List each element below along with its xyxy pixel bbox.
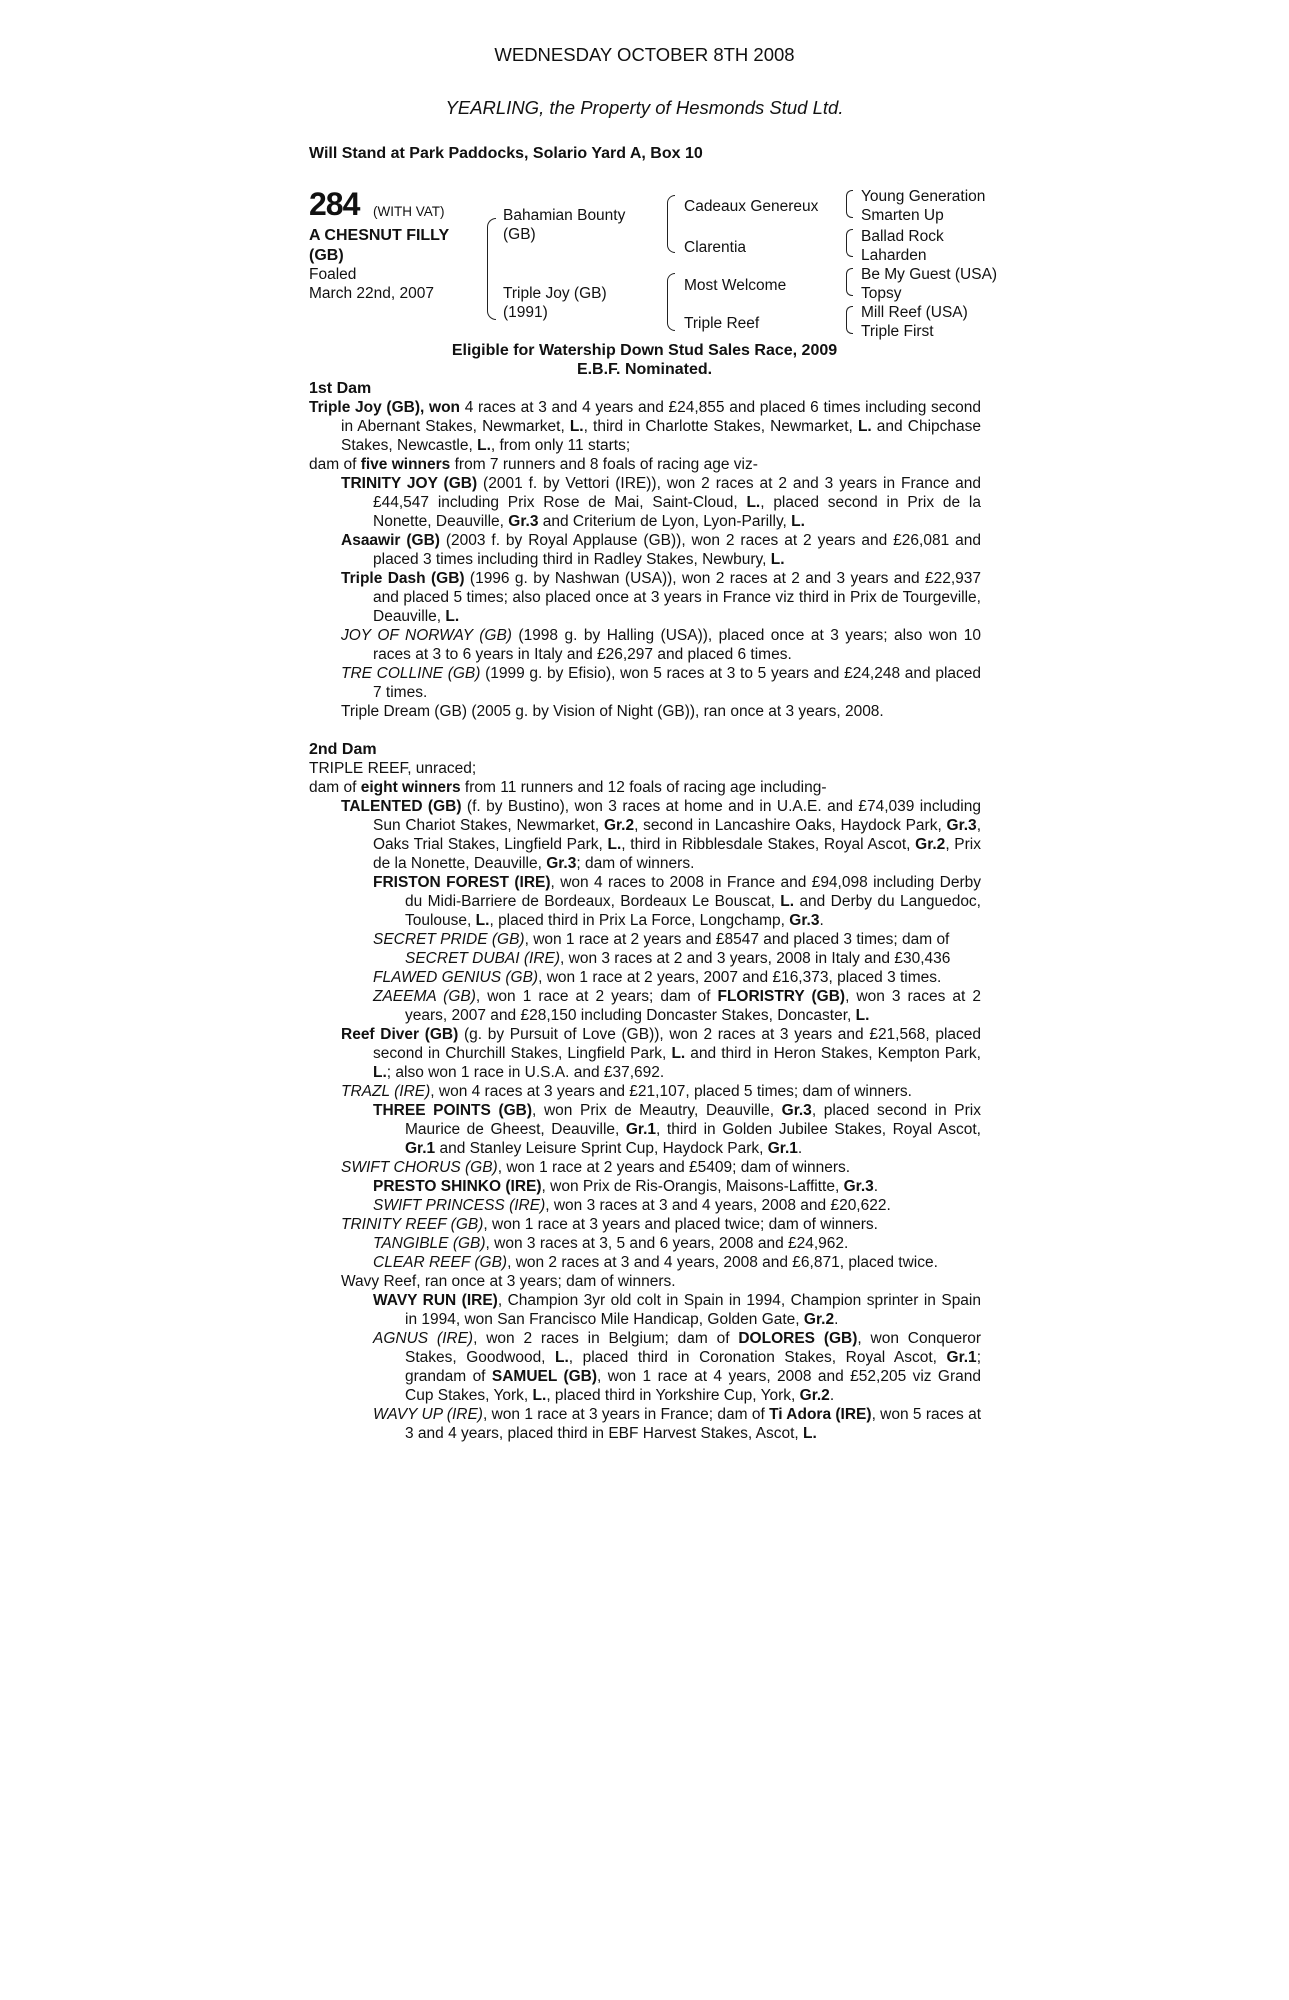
- text: , won 5 races at 3 and 4 years, placed third in EBF Harvest Stakes, Ascot,: [405, 1406, 981, 1442]
- first-dam-record: [309, 398, 981, 455]
- lot-desc-line2: (GB): [309, 247, 344, 264]
- sd-dam: Laharden: [861, 247, 927, 264]
- horse-name: SECRET DUBAI (IRE): [405, 950, 561, 967]
- group-mark: Gr.2: [803, 1311, 835, 1328]
- listed-mark: L.: [803, 1425, 817, 1442]
- listed-mark: L.: [445, 608, 460, 625]
- horse-name: Asaawir (GB): [341, 532, 440, 549]
- horse-name: WAVY RUN (IRE): [373, 1292, 498, 1309]
- brace-dd: [846, 306, 853, 334]
- produce-entry: Wavy Reef, ran once at 3 years; dam of winners.: [341, 1273, 676, 1290]
- dam-name: Triple Joy (GB): [503, 285, 607, 302]
- eligibility-notes: [0, 341, 1289, 379]
- group-mark: Gr.1: [405, 1140, 436, 1157]
- text: , placed third in Yorkshire Cup, York,: [546, 1387, 800, 1404]
- text: (g. by Pursuit of Love (GB)), won 2 races at 3 years and £21,568, placed second in Churchill Stakes, Lingfield Park,: [373, 1026, 981, 1062]
- produce-entry: [309, 1405, 981, 1443]
- text: , won 3 races at 2 years, 2007 and £28,150 including Doncaster Stakes, Doncaster,: [405, 988, 981, 1024]
- dam-dam: Triple Reef: [684, 315, 760, 332]
- listed-mark: L.: [607, 836, 622, 853]
- text: (2001 f. by Vettori (IRE)), won 2 races at 2 and 3 years in France and £44,547 including Prix Rose de Mai, Saint-Cloud,: [373, 475, 982, 511]
- text: (f. by Bustino), won 3 races at home and in U.A.E. and £74,039 including Sun Chariot Stakes, Newmarket,: [373, 798, 981, 834]
- lot-number: 284: [309, 186, 360, 222]
- brace-sire: [667, 195, 675, 253]
- group-mark: Gr.3: [789, 912, 820, 929]
- text: and Chipchase Stakes, Newcastle,: [341, 418, 981, 454]
- listed-mark: L.: [477, 437, 491, 454]
- produce-entry: [309, 1082, 981, 1101]
- text: , won 1 race at 2 years, 2007 and £16,373, placed 3 times.: [538, 969, 942, 986]
- lot-desc-line1: A CHESNUT FILLY: [309, 227, 450, 244]
- consignor-line: YEARLING, the Property of Hesmonds Stud Ltd.: [445, 97, 844, 118]
- sd-sire: Ballad Rock: [861, 228, 944, 245]
- text: , won 2 races in Belgium; dam of: [473, 1330, 739, 1347]
- listed-mark: L.: [857, 418, 872, 435]
- text: , won 1 race at 3 years and placed twice; dam of winners.: [483, 1216, 878, 1233]
- sire-origin: (GB): [503, 226, 536, 243]
- group-mark: Gr.3: [546, 855, 577, 872]
- group-mark: Gr.3: [843, 1178, 874, 1195]
- produce-entry: [309, 1291, 981, 1329]
- group-mark: Gr.1: [625, 1121, 657, 1138]
- text: , won 3 races at 3, 5 and 6 years, 2008 and £24,962.: [485, 1235, 849, 1252]
- horse-name: SWIFT CHORUS (GB): [341, 1159, 498, 1176]
- text: , won 2 races at 3 and 4 years, 2008 and £6,871, placed twice.: [507, 1254, 938, 1271]
- horse-name: AGNUS (IRE): [373, 1330, 474, 1347]
- horse-name: TRINITY REEF (GB): [341, 1216, 484, 1233]
- first-dam-heading: 1st Dam: [309, 380, 372, 397]
- lot-description: [309, 226, 449, 266]
- produce-entry: [309, 664, 981, 702]
- sire: [503, 206, 625, 244]
- foaled-label: Foaled: [309, 266, 357, 283]
- text: .: [834, 1311, 839, 1328]
- text: , won 4 races to 2008 in France and £94,098 including Derby du Midi-Barriere de Bordeaux, Bordeaux Le Bouscat,: [405, 874, 981, 910]
- text: , won Prix de Ris-Orangis, Maisons-Laffitte,: [541, 1178, 844, 1195]
- listed-mark: L.: [780, 893, 795, 910]
- produce-entry: [309, 949, 981, 968]
- horse-name: SWIFT PRINCESS (IRE): [373, 1197, 546, 1214]
- horse-name: THREE POINTS (GB): [373, 1102, 533, 1119]
- text: and Derby du Languedoc, Toulouse,: [405, 893, 981, 929]
- text: dam of: [309, 779, 361, 796]
- catalogue-body: [309, 379, 981, 1443]
- foaled-info: [309, 265, 434, 303]
- text: , third in Golden Jubilee Stakes, Royal Ascot,: [656, 1121, 981, 1138]
- text: , won 1 race at 2 years and £8547 and placed 3 times; dam of: [524, 931, 950, 948]
- sale-date: WEDNESDAY OCTOBER 8TH 2008: [494, 44, 795, 65]
- produce-entry: [309, 873, 981, 930]
- produce-entry: [309, 1234, 981, 1253]
- horse-name: Triple Dash (GB): [341, 570, 465, 587]
- stand-location: Will Stand at Park Paddocks, Solario Yard A, Box 10: [309, 145, 703, 162]
- horse-name: FLORISTRY (GB): [717, 988, 846, 1005]
- dam-sire: Most Welcome: [684, 277, 787, 294]
- dd-sire: Mill Reef (USA): [861, 304, 968, 321]
- text: , placed third in Prix La Force, Longchamp,: [489, 912, 790, 929]
- dam: [503, 284, 607, 322]
- horse-name: Ti Adora (IRE): [769, 1406, 872, 1423]
- text: and third in Heron Stakes, Kempton Park,: [685, 1045, 981, 1062]
- group-mark: Gr.2: [603, 817, 635, 834]
- text: , Champion 3yr old colt in Spain in 1994, Champion sprinter in Spain in 1994, won San Francisco Mile Handicap, Golden Gate,: [405, 1292, 981, 1328]
- group-mark: Gr.2: [915, 836, 946, 853]
- produce-entry: [309, 1101, 981, 1158]
- text: 4 races at 3 and 4 years and £24,855 and placed 6 times including second in Abernant Stakes, Newmarket,: [341, 399, 982, 435]
- produce-entry: [309, 930, 981, 949]
- group-mark: Gr.2: [799, 1387, 830, 1404]
- text: , placed second in Prix Maurice de Gheest, Deauville,: [405, 1102, 981, 1138]
- listed-mark: L.: [791, 513, 805, 530]
- text: .: [873, 1178, 879, 1195]
- horse-name: TRAZL (IRE): [341, 1083, 431, 1100]
- text: , won 1 race at 2 years; dam of: [475, 988, 718, 1005]
- horse-name: JOY OF NORWAY (GB): [341, 627, 512, 644]
- horse-name: WAVY UP (IRE): [373, 1406, 483, 1423]
- ebf-line: E.B.F. Nominated.: [576, 361, 713, 378]
- text: (1996 g. by Nashwan (USA)), won 2 races at 2 and 3 years and £22,937 and placed 5 times; also placed once at 3 years in France viz third in Prix de Tourgeville, Deauville,: [373, 570, 981, 625]
- horse-name: FRISTON FOREST (IRE): [373, 874, 551, 891]
- foaled-date: March 22nd, 2007: [309, 285, 434, 302]
- produce-entry: [309, 1329, 981, 1405]
- horse-name: TRINITY JOY (GB): [341, 475, 478, 492]
- produce-entry: [309, 1158, 981, 1177]
- text: , won 4 races at 3 years and £21,107, placed 5 times; dam of winners.: [430, 1083, 912, 1100]
- produce-entry: [309, 1196, 981, 1215]
- text: ; dam of winners.: [576, 855, 695, 872]
- sire-dam: Clarentia: [684, 239, 747, 256]
- horse-name: SECRET PRIDE (GB): [373, 931, 525, 948]
- produce-entry: [309, 797, 981, 873]
- brace-sd: [846, 229, 853, 257]
- eligibility-line: Eligible for Watership Down Stud Sales Race, 2009: [451, 342, 838, 359]
- listed-mark: L.: [555, 1349, 569, 1366]
- horse-name: TANGIBLE (GB): [373, 1235, 486, 1252]
- group-mark: Gr.3: [946, 817, 977, 834]
- won-label: , won: [420, 399, 461, 416]
- sire-sire: Cadeaux Genereux: [684, 198, 819, 215]
- text: , third in Charlotte Stakes, Newmarket,: [583, 418, 858, 435]
- text: , from only 11 starts;: [490, 437, 631, 454]
- horse-name: SAMUEL (GB): [491, 1368, 598, 1385]
- second-dam-heading: 2nd Dam: [309, 741, 377, 758]
- text: (1998 g. by Halling (USA)), placed once at 3 years; also won 10 races at 3 to 6 years in Italy and £26,297 and placed 6 times.: [373, 627, 981, 663]
- text: dam of: [309, 456, 361, 473]
- horse-name: PRESTO SHINKO (IRE): [373, 1178, 542, 1195]
- text: and Criterium de Lyon, Lyon-Parilly,: [538, 513, 792, 530]
- text: ; also won 1 race in U.S.A. and £37,692.: [386, 1064, 665, 1081]
- group-mark: Gr.3: [781, 1102, 812, 1119]
- horse-name: Reef Diver (GB): [341, 1026, 459, 1043]
- winners-count: five winners: [360, 456, 451, 473]
- text: , second in Lancashire Oaks, Haydock Park,: [634, 817, 947, 834]
- text: , won 3 races at 3 and 4 years, 2008 and £20,622.: [545, 1197, 891, 1214]
- horse-name: ZAEEMA (GB): [373, 988, 476, 1005]
- listed-mark: L.: [373, 1064, 387, 1081]
- horse-name: TALENTED (GB): [341, 798, 462, 815]
- horse-name: CLEAR REEF (GB): [373, 1254, 508, 1271]
- ds-dam: Topsy: [861, 285, 902, 302]
- ss-sire: Young Generation: [861, 188, 986, 205]
- produce-entry: Triple Dream (GB) (2005 g. by Vision of Night (GB)), ran once at 3 years, 2008.: [341, 703, 884, 720]
- text: .: [819, 912, 824, 929]
- listed-mark: L.: [746, 494, 761, 511]
- winners-count: eight winners: [360, 779, 461, 796]
- ss-dam: Smarten Up: [861, 207, 944, 224]
- text: (2003 f. by Royal Applause (GB)), won 2 races at 2 years and £26,081 and placed 3 times including third in Radley Stakes, Newbury,: [373, 532, 981, 568]
- ds-sire: Be My Guest (USA): [861, 266, 998, 283]
- dd-dam: Triple First: [861, 323, 934, 340]
- text: from 7 runners and 8 foals of racing age viz-: [450, 456, 758, 473]
- section-gap: [309, 721, 981, 740]
- text: , won 3 races at 2 and 3 years, 2008 in Italy and £30,436: [560, 950, 951, 967]
- listed-mark: L.: [475, 912, 490, 929]
- produce-entry: [309, 474, 981, 531]
- group-mark: Gr.1: [946, 1349, 977, 1366]
- brace-ss: [846, 190, 853, 218]
- produce-entry: [309, 1253, 981, 1272]
- text: (1999 g. by Efisio), won 5 races at 3 to 5 years and £24,248 and placed 7 times.: [373, 665, 982, 701]
- text: , won 1 race at 2 years and £5409; dam of winners.: [497, 1159, 851, 1176]
- text: , Prix de la Nonette, Deauville,: [373, 836, 981, 872]
- vat-note: (WITH VAT): [373, 204, 445, 219]
- text: , won 1 race at 3 years in France; dam of: [482, 1406, 770, 1423]
- text: , Oaks Trial Stakes, Lingfield Park,: [373, 817, 981, 853]
- sire-name: Bahamian Bounty: [503, 207, 626, 224]
- text: , placed second in Prix de la Nonette, Deauville,: [373, 494, 981, 530]
- brace-ds: [846, 268, 853, 296]
- listed-mark: L.: [770, 551, 785, 568]
- text: and Stanley Leisure Sprint Cup, Haydock Park,: [435, 1140, 768, 1157]
- horse-name: TRE COLLINE (GB): [341, 665, 481, 682]
- text: from 11 runners and 12 foals of racing age including-: [460, 779, 827, 796]
- text: , won Conqueror Stakes, Goodwood,: [405, 1330, 982, 1366]
- horse-name: Triple Joy (GB): [309, 399, 421, 416]
- text: , won 1 race at 4 years, 2008 and £52,205 viz Grand Cup Stakes, York,: [405, 1368, 981, 1404]
- horse-name: FLAWED GENIUS (GB): [373, 969, 539, 986]
- brace-gen1: [487, 218, 496, 320]
- produce-entry: [309, 968, 981, 987]
- text: ; grandam of: [405, 1349, 981, 1385]
- brace-dam: [667, 273, 675, 331]
- listed-mark: L.: [855, 1007, 870, 1024]
- produce-entry: [309, 626, 981, 664]
- dam-year: (1991): [503, 304, 548, 321]
- produce-entry: [309, 1215, 981, 1234]
- horse-name: DOLORES (GB): [738, 1330, 858, 1347]
- second-dam-record: TRIPLE REEF, unraced;: [309, 760, 477, 777]
- listed-mark: L.: [532, 1387, 547, 1404]
- text: , third in Ribblesdale Stakes, Royal Ascot,: [621, 836, 916, 853]
- produce-entry: [309, 569, 981, 626]
- text: .: [829, 1387, 835, 1404]
- text: , won Prix de Meautry, Deauville,: [532, 1102, 782, 1119]
- produce-entry: [309, 531, 981, 569]
- text: , placed third in Coronation Stakes, Royal Ascot,: [568, 1349, 947, 1366]
- produce-entry: [309, 1025, 981, 1082]
- produce-entry: [309, 1177, 981, 1196]
- produce-entry: [309, 987, 981, 1025]
- first-dam-produce-summary: [309, 455, 981, 474]
- listed-mark: L.: [569, 418, 584, 435]
- second-dam-produce-summary: [309, 778, 981, 797]
- listed-mark: L.: [671, 1045, 686, 1062]
- group-mark: Gr.1: [767, 1140, 798, 1157]
- group-mark: Gr.3: [508, 513, 539, 530]
- text: .: [797, 1140, 803, 1157]
